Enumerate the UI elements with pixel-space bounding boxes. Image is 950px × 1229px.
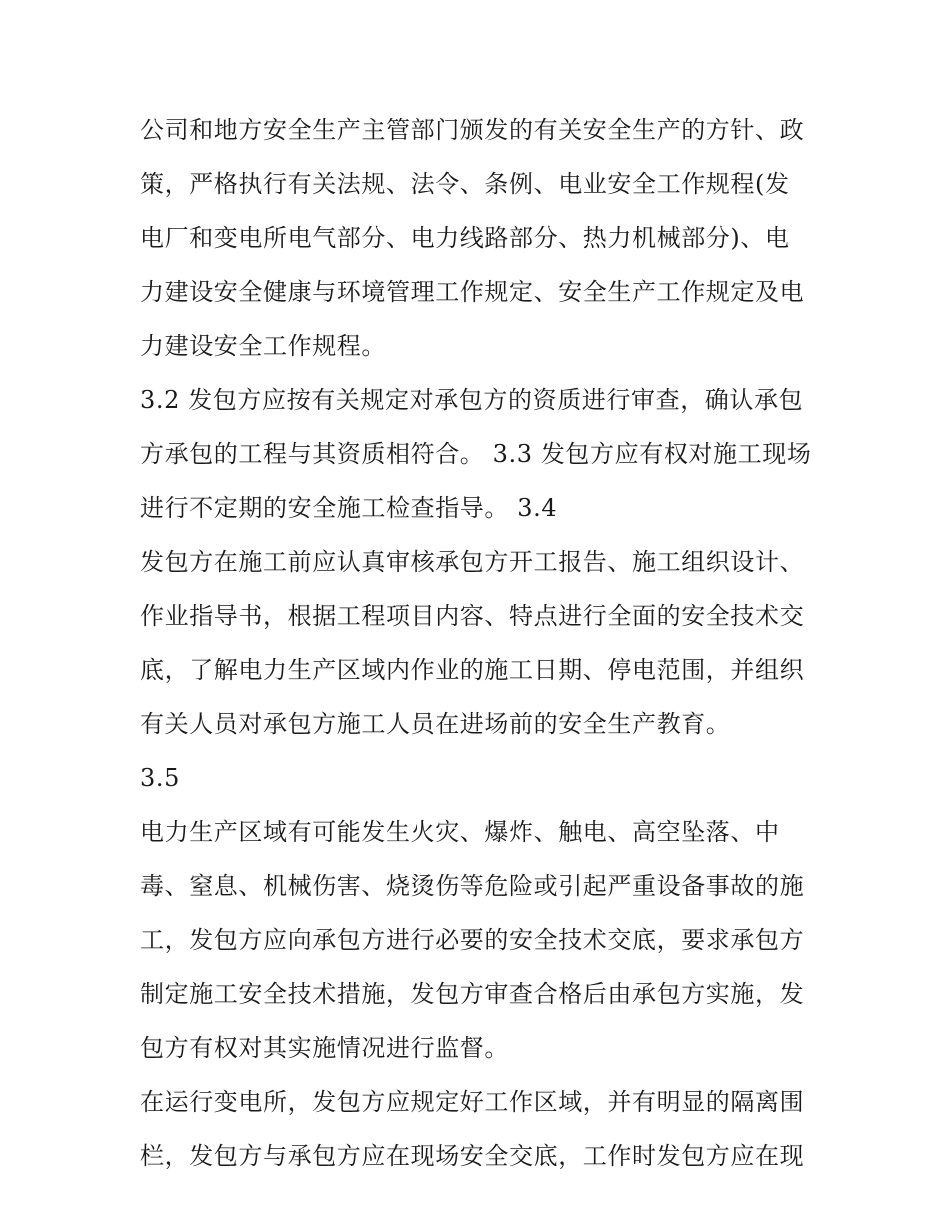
text-line: 力建设安全健康与环境管理工作规定、安全生产工作规定及电 [140, 278, 805, 306]
text-line: 3.5 [140, 764, 180, 792]
text-line: 制定施工安全技术措施，发包方审查合格后由承包方实施，发 [140, 980, 805, 1008]
text-line: 策，严格执行有关法规、法令、条例、电业安全工作规程(发 [140, 170, 790, 198]
document-body [140, 103, 820, 1183]
text-line: 电厂和变电所电气部分、电力线路部分、热力机械部分)、电 [140, 224, 790, 252]
text-line: 进行不定期的安全施工检查指导。 3.4 [140, 494, 558, 522]
text-line: 电力生产区域有可能发生火灾、爆炸、触电、高空坠落、中 [140, 818, 780, 846]
text-line: 力建设安全工作规程。 [140, 332, 386, 360]
text-line: 包方有权对其实施情况进行监督。 [140, 1034, 509, 1062]
text-line: 作业指导书，根据工程项目内容、特点进行全面的安全技术交 [140, 602, 805, 630]
text-line: 在运行变电所，发包方应规定好工作区域，并有明显的隔离围 [140, 1088, 805, 1116]
text-line: 底，了解电力生产区域内作业的施工日期、停电范围，并组织 [140, 656, 805, 684]
text-line: 工，发包方应向承包方进行必要的安全技术交底，要求承包方 [140, 926, 805, 954]
text-line: 有关人员对承包方施工人员在进场前的安全生产教育。 [140, 710, 731, 738]
text-line: 3.2 发包方应按有关规定对承包方的资质进行审查，确认承包 [140, 386, 804, 414]
text-line: 毒、窒息、机械伤害、烧烫伤等危险或引起严重设备事故的施 [140, 872, 805, 900]
text-line: 栏，发包方与承包方应在现场安全交底，工作时发包方应在现 [140, 1142, 805, 1170]
text-line: 发包方在施工前应认真审核承包方开工报告、施工组织设计、 [140, 548, 805, 576]
text-line: 方承包的工程与其资质相符合。 3.3 发包方应有权对施工现场 [140, 440, 812, 468]
text-line: 公司和地方安全生产主管部门颁发的有关安全生产的方针、政 [140, 116, 805, 144]
